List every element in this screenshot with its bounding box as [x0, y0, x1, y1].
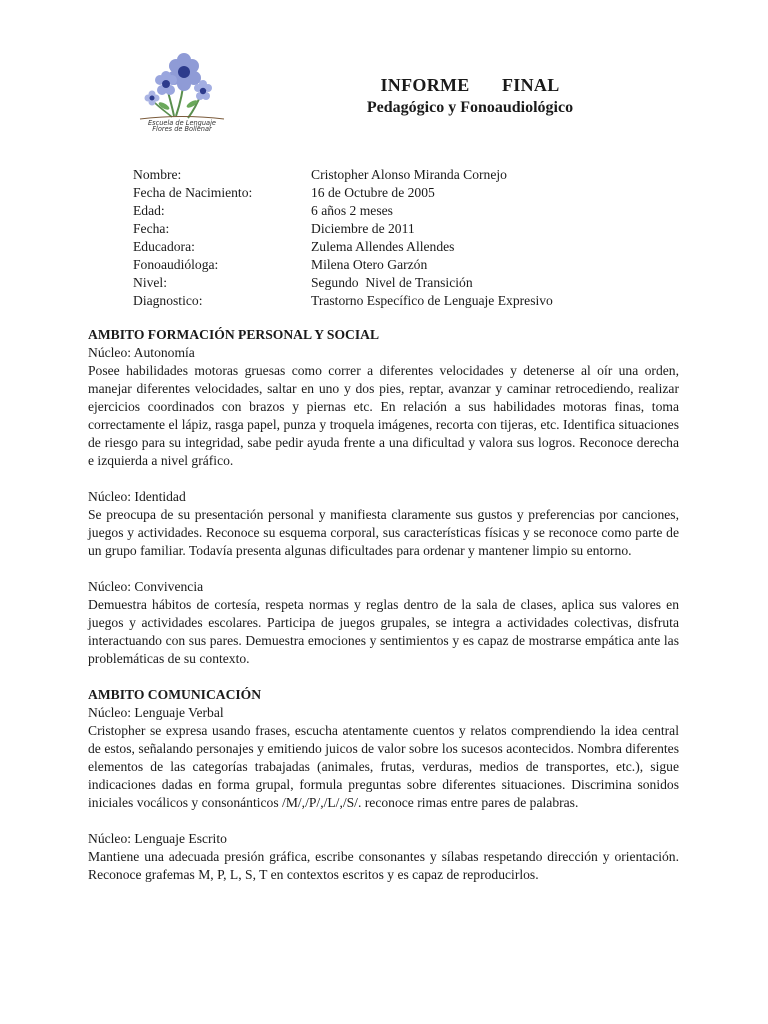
info-value: Trastorno Específico de Lenguaje Expresivo	[311, 293, 553, 308]
svg-text:Flores de Bollenar: Flores de Bollenar	[152, 125, 212, 132]
nucleo-text-lenguaje-verbal: Cristopher se expresa usando frases, escucha atentamente cuentos y relatos comprendiendo la idea central de estos, señalando personajes y emitiendo juicos de valor sobre los sucesos acontecidos. Nombra diferentes elementos de las categorías trabajadas (animales, frutas, verduras, medios de transportes, etc.), sigue indicaciones dadas en forma grupal, formula preguntas sobre diferentes situaciones. Discrimina sonidos iniciales vocálicos y consonánticos /M/,/P/,/L/,/S/. reconoce rimas entre pares de palabras.	[88, 723, 679, 810]
info-value: Milena Otero Garzón	[311, 257, 428, 272]
nucleo-title-autonomia: Núcleo: Autonomía	[88, 345, 195, 360]
info-row-fonoaudiologa	[133, 256, 653, 274]
info-value: Zulema Allendes Allendes	[311, 239, 455, 254]
student-info-block	[133, 166, 653, 310]
nucleo-title-lenguaje-verbal: Núcleo: Lenguaje Verbal	[88, 705, 224, 720]
info-value: 6 años 2 meses	[311, 203, 393, 218]
nucleo-title-identidad: Núcleo: Identidad	[88, 489, 186, 504]
nucleo-title-lenguaje-escrito: Núcleo: Lenguaje Escrito	[88, 831, 227, 846]
report-subtitle: Pedagógico y Fonoaudiológico	[366, 99, 574, 116]
info-row-educadora	[133, 238, 653, 256]
info-value: Cristopher Alonso Miranda Cornejo	[311, 167, 507, 182]
section-heading-personal-social: AMBITO FORMACIÓN PERSONAL Y SOCIAL	[88, 327, 380, 342]
nucleo-text-lenguaje-escrito: Mantiene una adecuada presión gráfica, escribe consonantes y sílabas respetando dirección y orientación. Reconoce grafemas M, P, L, S, T en contextos escritos y es capaz de reproducirlos.	[88, 849, 679, 882]
info-value: Diciembre de 2011	[311, 221, 415, 236]
info-row-fecha-nacimiento	[133, 184, 653, 202]
nucleo-text-autonomia: Posee habilidades motoras gruesas como correr a diferentes velocidades y detenerse al oír una orden, manejar diferentes velocidades, saltar en uno y dos pies, reptar, avanzar y caminar retrocediendo, realizar ejercicios coordinados con brazos y piernas etc. En relación a sus habilidades motoras finas, toma correctamente el lápiz, rasga papel, punza y troquela imágenes, recorta con tijeras, etc. Identifica situaciones de riesgo para su integridad, sabe pedir ayuda frente a una dificultad y valora sus logros. Reconoce derecha e izquierda a nivel gráfico.	[88, 363, 679, 468]
report-body	[88, 326, 679, 884]
section-heading-comunicacion: AMBITO COMUNICACIÓN	[88, 687, 262, 702]
nucleo-title-convivencia: Núcleo: Convivencia	[88, 579, 204, 594]
nucleo-text-convivencia: Demuestra hábitos de cortesía, respeta normas y reglas dentro de la sala de clases, aplica sus valores en juegos y actividades escolares. Participa de juegos grupales, se integra a actividades colectivas, disfruta interactuando con sus pares. Demuestra emociones y sentimientos y es capaz de mostrarse empática ante las problemáticas de su contexto.	[88, 597, 679, 666]
info-label: Diagnostico:	[133, 293, 203, 308]
info-row-fecha	[133, 220, 653, 238]
school-logo	[136, 44, 228, 132]
report-title: INFORME FINAL	[380, 75, 560, 95]
info-row-nivel	[133, 274, 653, 292]
info-label: Educadora:	[133, 239, 195, 254]
info-label: Nivel:	[133, 275, 167, 290]
info-row-edad	[133, 202, 653, 220]
info-row-nombre	[133, 166, 653, 184]
info-value: Segundo Nivel de Transición	[311, 275, 473, 290]
info-label: Fonoaudióloga:	[133, 257, 219, 272]
info-label: Nombre:	[133, 167, 182, 182]
info-row-diagnostico	[133, 292, 653, 310]
info-value: 16 de Octubre de 2005	[311, 185, 435, 200]
info-label: Fecha de Nacimiento:	[133, 185, 253, 200]
info-label: Edad:	[133, 203, 165, 218]
info-label: Fecha:	[133, 221, 170, 236]
svg-text:Escuela de Lenguaje: Escuela de Lenguaje	[148, 119, 216, 127]
nucleo-text-identidad: Se preocupa de su presentación personal y manifiesta claramente sus gustos y preferencias por canciones, juegos y actividades. Reconoce su esquema corporal, sus características físicas y se reconoce como parte de un grupo familiar. Todavía presenta algunas dificultades para ordenar y mantener limpio su entorno.	[88, 507, 679, 558]
